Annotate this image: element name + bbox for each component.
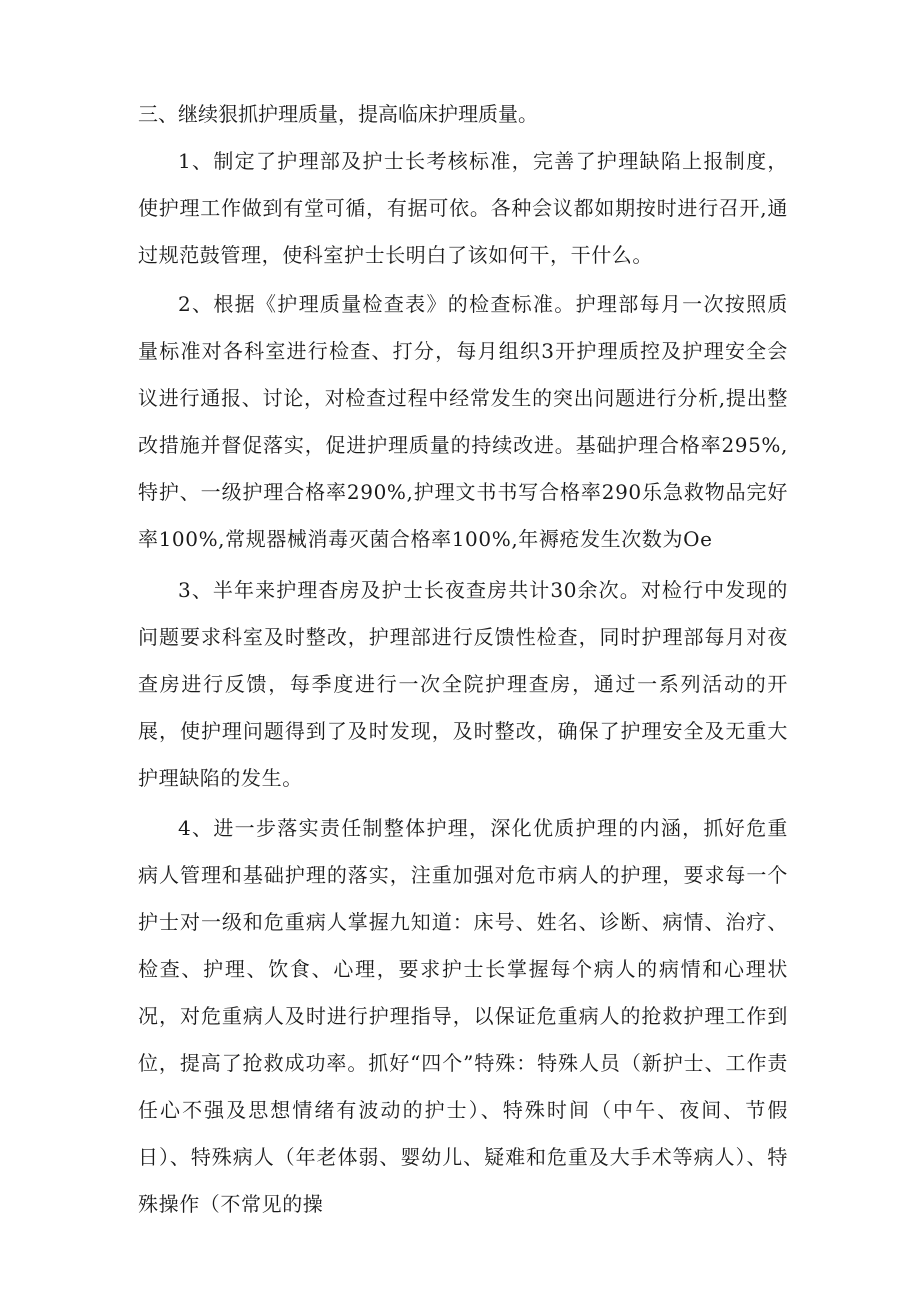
paragraph-3: 3、半年来护理杳房及护士长夜查房共计30余次。对检行中发现的问题要求科室及时整改，护理部进行反馈性检查，同时护理部每月对夜查房进行反馈，每季度进行一次全院护理查房，通过一系列活动的开展，使护理问题得到了及时发现，及时整改，确保了护理安全及无重大护理缺陷的发生。: [138, 578, 788, 790]
paragraph-4: 4、进一步落实责任制整体护理，深化优质护理的内涵，抓好危重病人管理和基础护理的落实，注重加强对危市病人的护理，要求每一个护士对一级和危重病人掌握九知道：床号、姓名、诊断、病情、治疗、检查、护理、饮食、心理，要求护士长掌握每个病人的病情和心理状况，对危重病人及时进行护理指导，以保证危重病人的抢救护理工作到位，提高了抢救成功率。抓好“四个”特殊：特殊人员（新护士、工作责任心不强及思想情绪有波动的护士）、特殊时间（中午、夜间、节假日）、特殊病人（年老体弱、婴幼儿、疑难和危重及大手术等病人）、特殊操作（不常见的操: [138, 816, 788, 1216]
paragraph-2: 2、根据《护理质量检查表》的检查标准。护理部每月一次按照质量标准对各科室进行检查、打分，每月组织3开护理质控及护理安全会议进行通报、讨论，对检查过程中经常发生的突出问题进行分析,提出整改措施并督促落实，促进护理质量的持续改进。基础护理合格率295%,特护、一级护理合格率290%,护理文书书写合格率290乐急救物品完好率100%,常规器械消毒灭菌合格率100%,年褥疮发生次数为Oe: [138, 292, 788, 551]
section-heading: 三、继续狠抓护理质量，提高临床护理质量。: [138, 102, 538, 126]
paragraph-1: 1、制定了护理部及护士长考核标准，完善了护理缺陷上报制度，使护理工作做到有堂可循，有据可依。各种会议都如期按时进行召开,通过规范鼓管理，使科室护士长明白了该如何干，干什么。: [138, 149, 788, 267]
